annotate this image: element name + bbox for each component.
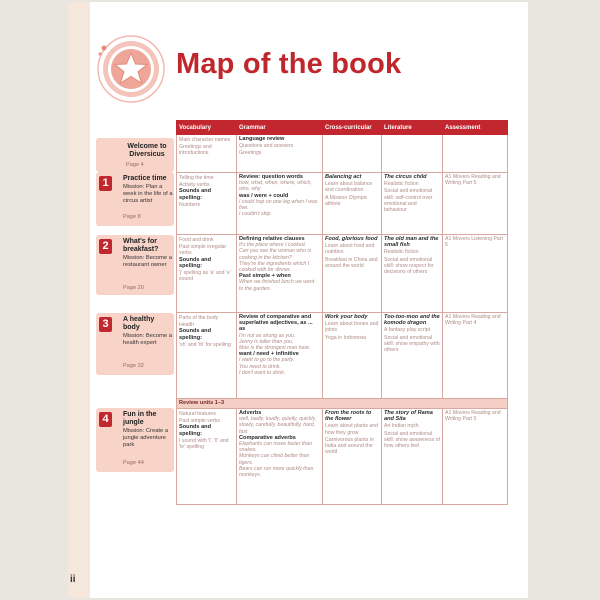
literature-cell: The story of Rama and Sita An Indian myth Social and emotional skill: show awareness of how others feel	[382, 409, 443, 505]
unit-number-badge: 1	[99, 176, 112, 191]
unit-number-badge: 4	[99, 412, 112, 427]
literature-cell	[382, 135, 443, 173]
column-header: Vocabulary	[177, 121, 237, 135]
table-row	[177, 313, 508, 399]
unit-page-ref: Page 32	[123, 363, 144, 369]
assessment-cell	[443, 135, 508, 173]
cross-curricular-cell: Balancing act Learn about balance and coordination A Mission Olympic athlete	[323, 173, 382, 235]
unit-card-welcome	[96, 138, 174, 172]
unit-page-ref: Page 4	[126, 162, 144, 168]
vocabulary-cell: Food and drink Past simple irregular verbs Sounds and spelling: 'j' spelling as 'a' and 'e' sound	[177, 235, 237, 313]
assessment-cell: A1 Movers Listening Part 5	[443, 235, 508, 313]
unit-title: Practice time	[123, 175, 167, 182]
column-header: Assessment	[443, 121, 508, 135]
grammar-cell: Defining relative clauses It's the place where I cooked. Can you see the woman who is cooking in the kitchen? They're the ingredients which I cooked with for dinner. Past simple + when When we finished lunch we went to the garden.	[237, 235, 323, 313]
table-row	[177, 235, 508, 313]
unit-page-ref: Page 20	[123, 285, 144, 291]
assessment-cell: A1 Movers Reading and Writing Part 4	[443, 313, 508, 399]
assessment-cell: A1 Movers Reading and Writing Part 5	[443, 409, 508, 505]
unit-title: A healthy body	[123, 316, 155, 331]
page-title: Map of the book	[176, 48, 402, 80]
cross-curricular-cell: From the roots to the flower Learn about plants and how they grow Carnivorous plants in India and around the world	[323, 409, 382, 505]
review-label: Review units 1–3	[177, 399, 508, 409]
unit-number-badge: 3	[99, 317, 112, 332]
literature-cell: The circus child Realistic fiction Social and emotional skill: self-control over emotional and behaviour	[382, 173, 443, 235]
unit-card-3	[96, 313, 174, 375]
table-header-row	[177, 121, 508, 135]
unit-card-4	[96, 408, 174, 472]
unit-title: Welcome to Diversicus	[127, 143, 167, 158]
page-number: ii	[70, 574, 76, 585]
unit-card-2	[96, 235, 174, 295]
column-header: Literature	[382, 121, 443, 135]
column-header: Grammar	[237, 121, 323, 135]
unit-number-badge: 2	[99, 239, 112, 254]
unit-mission: Mission: Become a health expert	[123, 333, 172, 346]
review-row	[177, 399, 508, 409]
literature-cell: The old man and the small fish Realistic fiction Social and emotional skill: show respect for decisions of others	[382, 235, 443, 313]
grammar-cell: Review: question words how, what, when, where, which, who, why was / were + could I could hop on one leg when I was five. I couldn't skip.	[237, 173, 323, 235]
cross-curricular-cell	[323, 135, 382, 173]
page-margin-strip	[68, 2, 90, 598]
cross-curricular-cell: Work your body Learn about bones and joints Yoga in Indonesia	[323, 313, 382, 399]
unit-mission: Mission: Plan a week in the life of a circus artist	[123, 184, 173, 204]
grammar-cell: Language review Questions and answers Greetings	[237, 135, 323, 173]
grammar-cell: Adverbs well, badly, loudly, quietly, quickly, slowly, carefully, beautifully, hard, fast Comparative adverbs Elephants can move faster than snakes. Monkeys can climb better than tigers. Bears can run more quickly than monkeys.	[237, 409, 323, 505]
vocabulary-cell: Telling the time Activity verbs Sounds and spelling: Numbers	[177, 173, 237, 235]
cross-curricular-cell: Food, glorious food Learn about food and nutrition Breakfast in China and around the world	[323, 235, 382, 313]
unit-title: What's for breakfast?	[123, 238, 159, 253]
assessment-cell: A1 Movers Reading and Writing Part 5	[443, 173, 508, 235]
unit-mission: Mission: Create a jungle adventure park	[123, 428, 169, 448]
column-header: Cross-curricular	[323, 121, 382, 135]
vocabulary-cell: Main character names Greetings and introductions	[177, 135, 237, 173]
star-badge-icon	[96, 34, 166, 104]
vocabulary-cell: Parts of the body Health Sounds and spelling: 'sh' and 'th' for spelling	[177, 313, 237, 399]
table-row	[177, 409, 508, 505]
map-table	[176, 120, 508, 505]
unit-title: Fun in the jungle	[123, 411, 157, 426]
table-row	[177, 173, 508, 235]
vocabulary-cell: Natural features Past simple verbs Sounds and spelling: I sound with 'l', 'll' and 'le' spelling	[177, 409, 237, 505]
unit-page-ref: Page 8	[123, 214, 141, 220]
literature-cell: Too-too-moo and the komodo dragon A fantasy play script Social and emotional skill: show empathy with others	[382, 313, 443, 399]
unit-page-ref: Page 44	[123, 460, 144, 466]
unit-mission: Mission: Become a restaurant owner	[123, 255, 172, 268]
table-row	[177, 135, 508, 173]
unit-card-1	[96, 172, 174, 226]
grammar-cell: Review of comparative and superlative adjectives, as ... as I'm not as strong as you. Jenny is taller than you. Moe is the strongest man here. want / need + infinitive I want to go to the party. You need to drink. I don't want to drink.	[237, 313, 323, 399]
